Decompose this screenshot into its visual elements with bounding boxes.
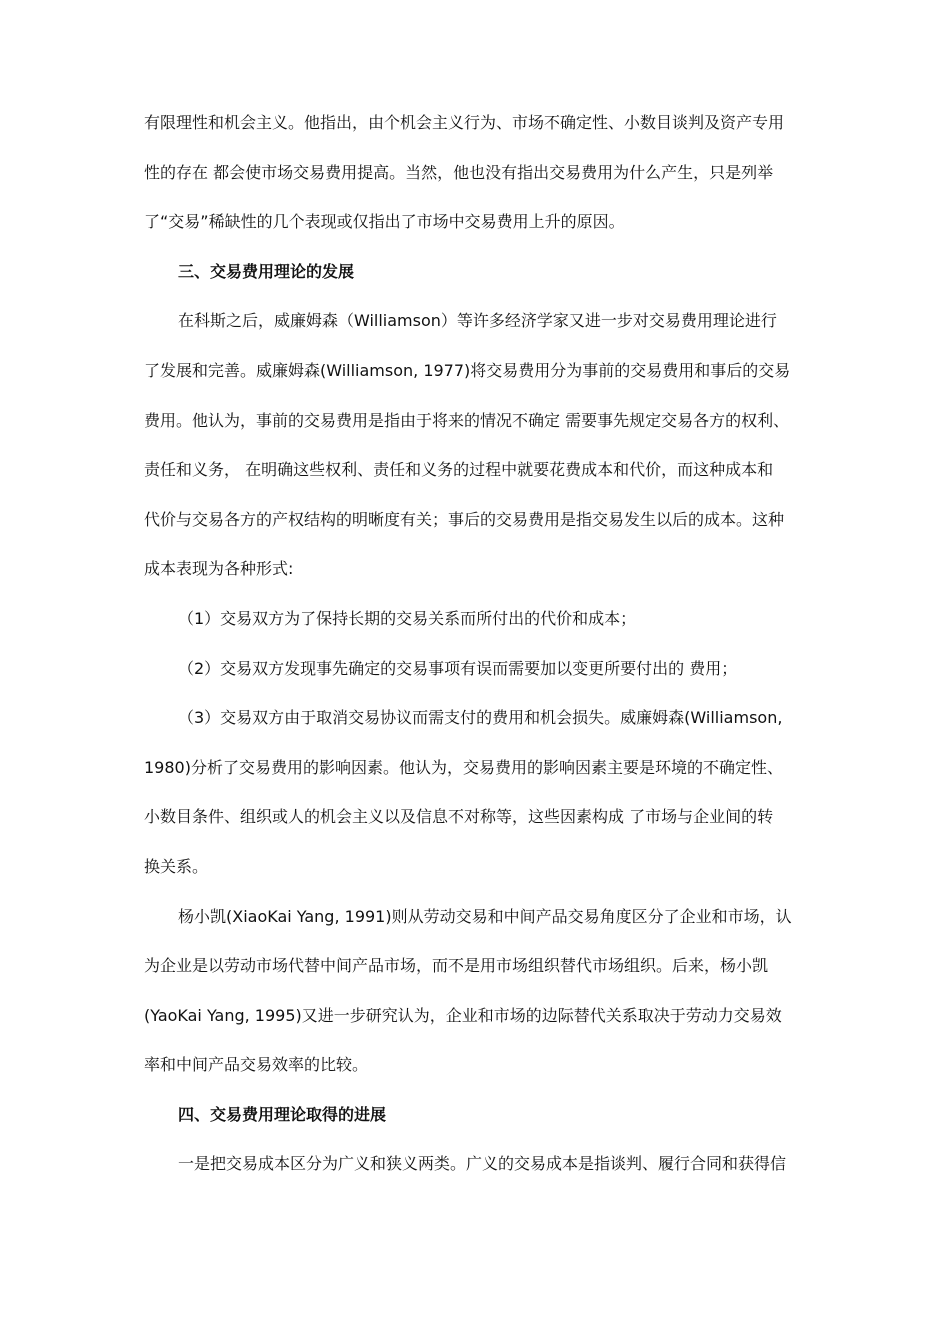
text-line: 1980)分析了交易费用的影响因素。他认为，交易费用的影响因素主要是环境的不确定性、 (144, 757, 783, 777)
list-item: （1）交易双方为了保持长期的交易关系而所付出的代价和成本； (178, 608, 637, 628)
text-line: 一是把交易成本区分为广义和狭义两类。广义的交易成本是指谈判、履行合同和获得信 (178, 1154, 787, 1174)
text-line: 代价与交易各方的产权结构的明晰度有关；事后的交易费用是指交易发生以后的成本。这种 (144, 509, 785, 529)
text-line: 小数目条件、组织或人的机会主义以及信息不对称等，这些因素构成 了市场与企业间的转 (144, 807, 774, 827)
text-line: 有限理性和机会主义。他指出，由个机会主义行为、市场不确定性、小数目谈判及资产专用 (144, 113, 785, 132)
text-line: 费用。他认为，事前的交易费用是指由于将来的情况不确定 需要事先规定交易各方的权利、 (144, 410, 790, 430)
text-line: 为企业是以劳动市场代替中间产品市场，而不是用市场组织替代市场组织。后来，杨小凯 (144, 956, 769, 976)
text-line: 率和中间产品交易效率的比较。 (144, 1055, 369, 1075)
text-line: 了发展和完善。威廉姆森(Williamson, 1977)将交易费用分为事前的交易费用和事后的交易 (144, 360, 791, 380)
text-line: (YaoKai Yang, 1995)又进一步研究认为，企业和市场的边际替代关系取决于劳动力交易效 (144, 1005, 782, 1025)
text-line: 换关系。 (144, 856, 209, 876)
list-item: （3）交易双方由于取消交易协议而需支付的费用和机会损失。威廉姆森(Williamson, (178, 708, 783, 728)
text-line: 杨小凯(XiaoKai Yang, 1991)则从劳动交易和中间产品交易角度区分了企业和市场，认 (178, 906, 792, 926)
text-line: 在科斯之后，威廉姆森（Williamson）等许多经济学家又进一步对交易费用理论进行 (178, 311, 777, 331)
text-line: 责任和义务， 在明确这些权利、责任和义务的过程中就要花费成本和代价，而这种成本和 (144, 460, 774, 480)
text-line: 了“交易”稀缺性的几个表现或仅指出了市场中交易费用上升的原因。 (144, 212, 625, 232)
section-heading: 四、交易费用理论取得的进展 (178, 1104, 387, 1124)
section-heading: 三、交易费用理论的发展 (178, 261, 355, 281)
document-body (144, 106, 814, 1197)
list-item: （2）交易双方发现事先确定的交易事项有误而需要加以变更所要付出的 费用； (178, 658, 738, 678)
text-line: 成本表现为各种形式: (144, 559, 294, 579)
text-line: 性的存在 都会使市场交易费用提高。当然，他也没有指出交易费用为什么产生，只是列举 (144, 162, 774, 182)
